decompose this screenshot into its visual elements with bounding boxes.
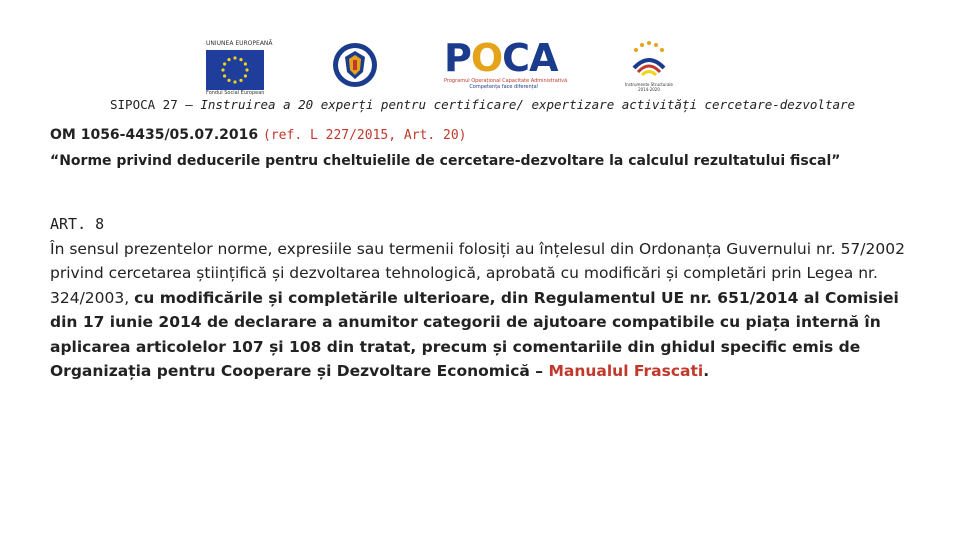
norme-title: “Norme privind deducerile pentru cheltuielile de cercetare-dezvoltare la calculul rezultatului fiscal” xyxy=(50,153,841,169)
eu-logo-subtitle: Fondul Social European xyxy=(206,90,265,96)
structural-instruments-years: 2014-2020 xyxy=(638,87,660,92)
stars-arc-icon xyxy=(624,38,674,78)
poca-wordmark: P O C A xyxy=(444,36,558,80)
order-reference xyxy=(50,127,930,143)
structural-instruments-label: Instrumente Structurale xyxy=(625,82,673,87)
law-reference: (ref. L 227/2015, Art. 20) xyxy=(263,128,467,143)
eu-flag-icon xyxy=(206,50,264,90)
eu-logo-title: UNIUNEA EUROPEANĂ xyxy=(206,40,273,47)
structural-instruments-logo xyxy=(624,38,674,98)
eu-logo xyxy=(206,40,273,97)
government-seal-icon xyxy=(332,42,378,88)
order-number: OM 1056-4435/05.07.2016 xyxy=(50,127,264,143)
project-code: SIPOCA 27 – xyxy=(110,97,201,112)
article-text xyxy=(50,237,920,384)
logo-bar xyxy=(0,38,960,98)
article-number: ART. 8 xyxy=(50,215,105,233)
poca-subtitle: Programul Operațional Capacitate Administrativă xyxy=(444,78,568,84)
frascati-manual-highlight: Manualul Frascati xyxy=(548,362,704,380)
article-body xyxy=(50,212,920,384)
project-description: Instruirea a 20 experți pentru certificare/ expertizare activități cercetare-dezvoltare xyxy=(200,97,856,112)
poca-tagline: Competența face diferența! xyxy=(469,84,539,90)
article-text-end: . xyxy=(703,362,710,380)
article-text-regular: În sensul prezentelor norme, expresiile sau termenii folosiți au înțelesul din Ordonanța Guvernului nr. 57/2002 privind cercetarea științifică și dezvoltarea tehnologică, aprobată cu modificări și completări prin Legea nr. 324/2003, xyxy=(50,239,905,307)
project-title xyxy=(110,97,870,112)
article-text-bold: cu modificările și completările ulterioare, din Regulamentul UE nr. 651/2014 al Comisiei din 17 iunie 2014 de declarare a anumitor categorii de ajutoare compatibile cu piața internă în aplicarea articolelor 107 și 108 din tratat, precum și comentariile din ghidul specific emis de Organizația pentru Cooperare și Dezvoltare Economică – xyxy=(50,288,899,380)
poca-logo xyxy=(444,36,568,96)
